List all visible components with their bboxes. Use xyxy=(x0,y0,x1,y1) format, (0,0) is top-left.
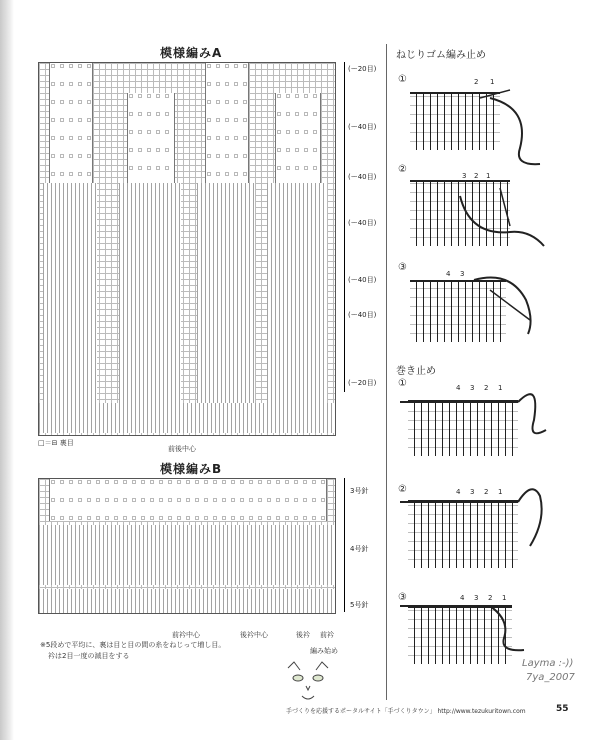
pattern-a-legend: □＝⊟ 裏目 xyxy=(38,439,74,447)
pattern-b-title: 模様編みB xyxy=(160,462,223,476)
diagram-number: 2 xyxy=(474,172,479,180)
diagram-number: 1 xyxy=(502,594,507,602)
step-number: ③ xyxy=(398,592,407,603)
diagram-number: 1 xyxy=(498,384,503,392)
diagram-number: 4 xyxy=(446,270,451,278)
diagram-number: 2 xyxy=(488,594,493,602)
step-number: ② xyxy=(398,164,407,175)
whip-yarn-icon xyxy=(400,380,550,450)
label-front-neck: 前衿 xyxy=(320,631,334,639)
pattern-a-center-label: 前後中心 xyxy=(168,445,196,453)
diagram-number: 4 xyxy=(456,488,461,496)
chart-b-ribbing xyxy=(39,589,335,613)
cat-doodle-icon xyxy=(282,660,334,704)
column-divider xyxy=(386,44,387,700)
needle-marker: 4号針 xyxy=(350,545,369,553)
diagram-number: 1 xyxy=(490,78,495,86)
chart-a-stair-block xyxy=(43,183,97,403)
chart-a-ribbing xyxy=(39,403,335,433)
page-number: 55 xyxy=(556,704,569,714)
row-marker: (ー20目) xyxy=(348,65,377,73)
note-line-1: ※5段めで平均に、裏は目と目の間の糸をねじって増し目。 xyxy=(40,641,226,649)
label-front-neck-center: 前衿中心 xyxy=(172,631,200,639)
label-back-neck-center: 後衿中心 xyxy=(240,631,268,639)
watermark-line-2: 7ya_2007 xyxy=(526,672,575,683)
step-number: ① xyxy=(398,378,407,389)
row-marker: (ー40目) xyxy=(348,311,377,319)
diagram-number: 2 xyxy=(474,78,479,86)
note-line-2: 衿は2目一度の減目をする xyxy=(48,652,130,660)
pattern-b-chart xyxy=(38,478,336,614)
yarn-needle-icon xyxy=(470,270,550,340)
needle-marker: 3号針 xyxy=(350,487,369,495)
diagram-number: 1 xyxy=(498,488,503,496)
diagram-number: 2 xyxy=(484,384,489,392)
diagram-number: 3 xyxy=(474,594,479,602)
pattern-a-title: 模様編みA xyxy=(160,46,223,60)
needle-size-bracket xyxy=(344,478,345,612)
diagram-number: 4 xyxy=(456,384,461,392)
row-marker: (ー40目) xyxy=(348,276,377,284)
chart-a-stair-block xyxy=(119,183,181,403)
diagram-number: 2 xyxy=(484,488,489,496)
pattern-a-chart xyxy=(38,62,336,436)
chart-b-pattern-band xyxy=(39,525,335,585)
chart-a-stair-block xyxy=(267,183,327,403)
row-marker: (ー20目) xyxy=(348,379,377,387)
chart-a-stair-block xyxy=(197,183,255,403)
diagram-number: 3 xyxy=(470,488,475,496)
diagram-number: 4 xyxy=(460,594,465,602)
section-whip-bindoff-title: 巻き止め xyxy=(396,366,436,377)
page-spine-shadow xyxy=(0,0,14,740)
yarn-needle-icon xyxy=(450,176,550,256)
label-back-neck: 後衿 xyxy=(296,631,310,639)
label-cast-on: 編み始め xyxy=(310,647,338,655)
step-number: ② xyxy=(398,484,407,495)
watermark-line-1: Layma :-)) xyxy=(522,658,574,669)
diagram-number: 3 xyxy=(470,384,475,392)
section-twisted-rib-bindoff-title: ねじりゴム編み止め xyxy=(396,50,486,61)
whip-yarn-icon xyxy=(400,480,550,560)
diagram-number: 3 xyxy=(462,172,467,180)
diagram-number: 3 xyxy=(460,270,465,278)
row-marker: (ー40目) xyxy=(348,123,377,131)
row-marker: (ー40目) xyxy=(348,173,377,181)
row-marker: (ー40目) xyxy=(348,219,377,227)
row-count-bracket xyxy=(344,62,345,392)
yarn-needle-icon xyxy=(470,68,550,168)
diagram-number: 1 xyxy=(486,172,491,180)
step-number: ① xyxy=(398,74,407,85)
chart-b-lace-band xyxy=(49,479,327,521)
footer-site-text: 手づくりを応援するポータルサイト「手づくりタウン」 http://www.tezukuritown.com xyxy=(286,708,526,715)
needle-marker: 5号針 xyxy=(350,601,369,609)
step-number: ③ xyxy=(398,262,407,273)
